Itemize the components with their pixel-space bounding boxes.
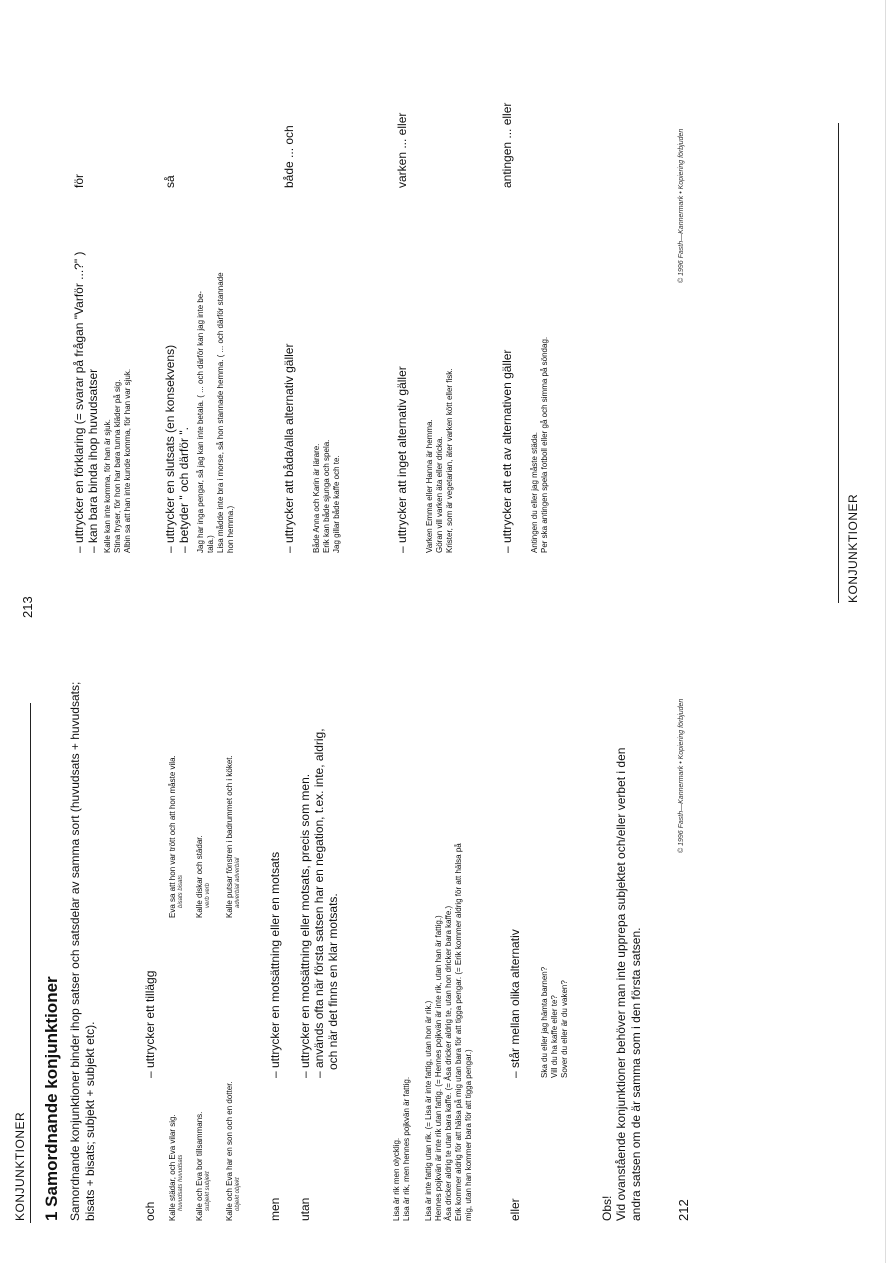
keyword-varken-eller: varken ... eller	[395, 112, 409, 188]
example-text: mig, utan han kommer bara för att tigga pengar.)	[464, 1049, 473, 1221]
example-text: Kalle och Eva bor tillsammans.	[195, 1111, 204, 1221]
example-block	[225, 648, 242, 918]
example-text: Erik kommer aldrig för att hälsa på mig utan bara för att tigga pengar. (= Erik kommer aldrig för att hälsa på	[454, 843, 463, 1221]
description-line: och när det finns en klar motsats.	[326, 893, 340, 1070]
example-text: Lisa är rik men olycklig.	[392, 1137, 401, 1221]
description-och: – uttrycker ett tillägg	[143, 970, 157, 1078]
copyright-footer: © 1996 Fasth—Kannermark • Kopiering förbjuden	[678, 698, 685, 853]
example-block	[225, 1021, 242, 1221]
example-text: Eva sa att hon var trött och att hon måste vila.	[168, 755, 177, 918]
page-number: 212	[676, 1199, 691, 1221]
example-text: Sover du eller är du vaken?	[560, 980, 569, 1078]
left-page	[0, 638, 893, 1263]
example-text: tala.)	[206, 535, 215, 553]
example-text: Vill du ha kaffe eller te?	[550, 995, 559, 1078]
keyword-for: för	[72, 173, 86, 188]
example-text: Kalle städar, och Eva vilar sig.	[168, 1114, 177, 1221]
example-block	[168, 648, 185, 918]
description-for	[72, 193, 100, 553]
example-text: Kalle diskar och städar.	[195, 835, 204, 918]
example-block	[168, 1021, 185, 1221]
obs-line: Vid ovanstående konjunktioner behöver man inte upprepa subjektet och/eller verbet i den	[614, 747, 628, 1221]
header-rule	[30, 703, 31, 1223]
obs-label: Obs!	[600, 1195, 614, 1221]
keyword-eller: eller	[508, 1198, 522, 1221]
description-utan	[298, 658, 340, 1078]
keyword-och: och	[143, 1201, 157, 1221]
example-block	[196, 193, 236, 553]
example-block	[195, 1021, 212, 1221]
example-text: Kalle och Eva har en son och en dotter.	[225, 1081, 234, 1221]
description-bade-och: – uttrycker att båda/alla alternativ gäller	[282, 343, 296, 553]
example-text: Jag har inga pengar, så jag kan inte betala. ( ... och därför kan jag inte be-	[196, 291, 205, 553]
description-line: – kan bara binda ihop huvudsatser	[86, 368, 100, 553]
keyword-sa: så	[163, 175, 177, 188]
page-header: KONJUNKTIONER	[13, 1111, 27, 1221]
example-gloss: subjekt subjekt	[205, 1171, 211, 1211]
section-title: 1 Samordnande konjunktioner	[42, 976, 61, 1221]
description-line: – betyder " och därför ".	[177, 427, 191, 553]
right-page	[0, 0, 893, 623]
example-text: hon hemma.)	[226, 505, 235, 553]
page-number: 213	[20, 596, 35, 618]
example-text: Kalle putsar fönstren i badrummet och i köket.	[225, 755, 234, 918]
description-men: – uttrycker en motsättning eller en motsats	[268, 851, 282, 1078]
description-line: – uttrycker en förklaring (= svarar på frågan "Varför ...?" )	[72, 251, 86, 553]
description-line: – uttrycker en slutsats (en konsekvens)	[163, 344, 177, 553]
example-block	[425, 193, 455, 553]
obs-note	[614, 641, 644, 1221]
description-sa	[163, 193, 191, 553]
example-text: Varken Emma eller Hanna är hemma.	[425, 419, 434, 553]
intro-paragraph: Samordnande konjunktioner binder ihop satser och satsdelar av samma sort (huvudsats + huvudsats; bisats + bisats; subjekt + subjekt etc).	[68, 681, 97, 1221]
example-text: Stina fryser, för hon har bara tunna kläder på sig.	[113, 379, 122, 553]
example-text: Göran vill varken äta eller dricka.	[435, 436, 444, 553]
example-block	[424, 641, 474, 1221]
scan-edge-line	[885, 0, 886, 1263]
page-header: KONJUNKTIONER	[846, 493, 860, 603]
example-gloss: adverbial adverbial	[235, 857, 241, 908]
description-varken-eller: – uttrycker att inget alternativ gäller	[395, 366, 409, 553]
example-text: Jag gillar både kaffe och te.	[332, 455, 341, 553]
obs-line: andra satsen om de är samma som i den första satsen.	[629, 927, 643, 1221]
example-text: Åsa dricker aldrig te utan bara kaffe. (= Åsa dricker aldrig te, utan hon dricker bara kaffe.)	[444, 905, 453, 1221]
description-eller: – står mellan olika alternativ	[508, 929, 522, 1078]
keyword-bade-och: både ... och	[282, 125, 296, 188]
keyword-antingen-eller: antingen ... eller	[500, 102, 514, 188]
example-text: Albin sa att han inte kunde komma, för han var sjuk.	[123, 368, 132, 553]
example-text: Ska du eller jag hämta barnen?	[540, 966, 549, 1078]
example-gloss: huvudsats huvudsats	[178, 1154, 184, 1211]
description-line: – används ofta när första satsen har en negation, t.ex. inte, aldrig,	[312, 728, 326, 1078]
example-text: Per ska antingen spela fotboll eller gå och simma på söndag.	[540, 336, 549, 553]
copyright-footer: © 1996 Fasth—Kannermark • Kopiering förbjuden	[678, 128, 685, 283]
description-antingen-eller: – uttrycker att ett av alternativen gäller	[500, 349, 514, 553]
example-block	[540, 778, 570, 1078]
example-text: Erik kan både sjunga och spela.	[322, 439, 331, 553]
example-block	[195, 648, 212, 918]
example-text: Både Anna och Karin är lärare.	[312, 443, 321, 553]
example-block	[530, 193, 550, 553]
example-text: Kalle kan inte komma, för han är sjuk.	[103, 419, 112, 553]
header-rule	[838, 123, 839, 603]
example-block	[312, 193, 342, 553]
example-gloss: objekt objekt	[235, 1177, 241, 1211]
example-text: Lisa är rik, men hennes pojkvän är fattig.	[402, 1076, 411, 1221]
example-text: Hennes pojkvän är inte rik utan fattig. (= Hennes pojkvän är inte rik, utan han är fattig.)	[434, 915, 443, 1221]
example-text: Antingen du eller jag måste städa.	[530, 432, 539, 553]
example-block	[103, 193, 133, 553]
description-line: – uttrycker en motsättning eller motsats, precis som men.	[298, 773, 312, 1078]
keyword-men: men	[268, 1197, 282, 1221]
example-text: Lisa är inte fattig utan rik. (= Lisa är inte fattig, utan hon är rik.)	[424, 1000, 433, 1221]
example-text: Krister, som är vegetarian, äter varken kött eller fisk.	[445, 368, 454, 553]
keyword-utan: utan	[298, 1197, 312, 1221]
example-block	[392, 921, 412, 1221]
example-gloss: bisats bisats	[178, 874, 184, 908]
example-gloss: verb verb	[205, 882, 211, 908]
example-text: Lisa mådde inte bra i morse, så hon stannade hemma. ( ... och därför stannade	[216, 272, 225, 553]
